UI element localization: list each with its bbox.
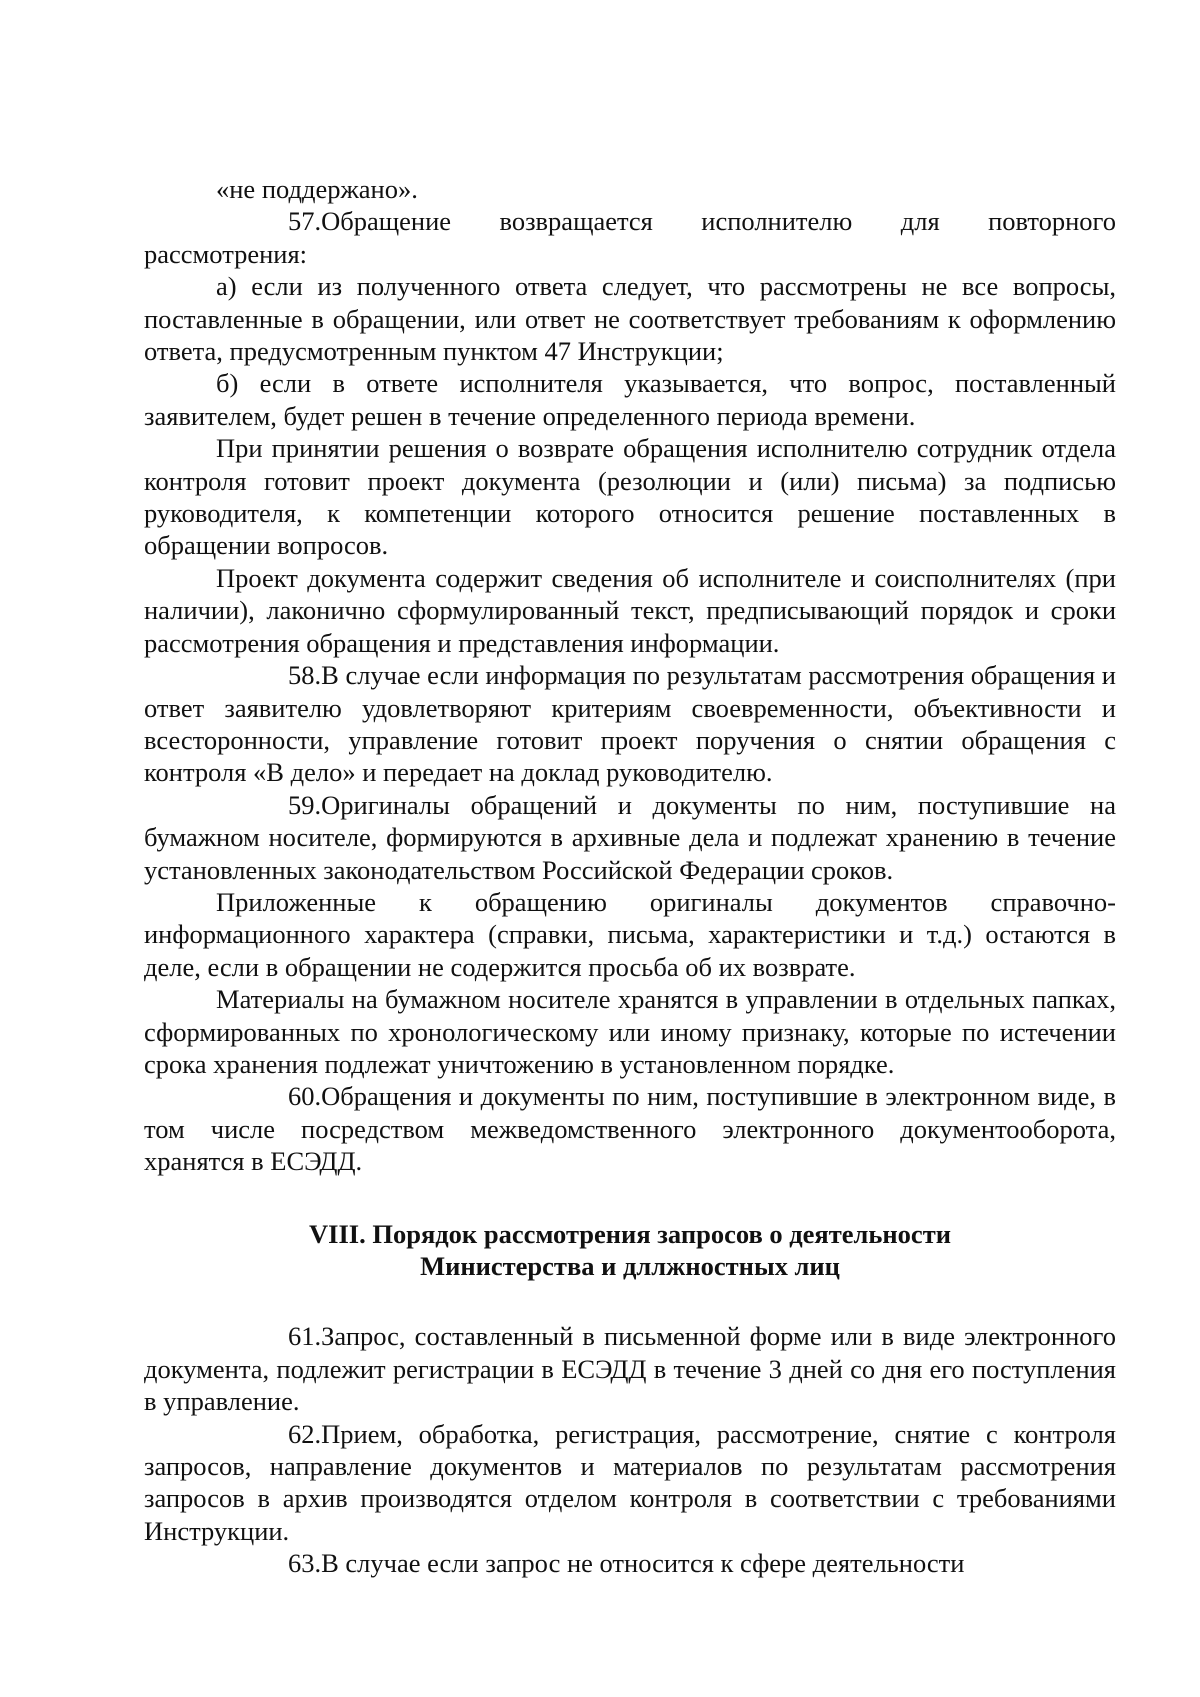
section-heading	[144, 1218, 1116, 1283]
paragraph-59-paper-materials: Материалы на бумажном носителе хранятся в управлении в отдельных папках, сформированных по хронологическому или иному признаку, которые по истечении срока хранения подлежат уничтожению в установленном порядке.	[144, 984, 1116, 1079]
paragraph-text: Обращение возвращается исполнителю для повторного рассмотрения:	[144, 206, 1116, 269]
paragraph-63	[144, 1547, 1116, 1579]
paragraph-number: 58.	[288, 660, 322, 691]
paragraph-number: 61.	[288, 1321, 322, 1352]
paragraph-text: Прием, обработка, регистрация, рассмотрение, снятие с контроля запросов, направление документов и материалов по результатам рассмотрения запросов в архив производятся отделом контроля в соответствии с требованиями Инструкции.	[144, 1418, 1116, 1546]
section-heading-line-1: VIII. Порядок рассмотрения запросов о деятельности	[309, 1218, 951, 1249]
document-page	[144, 173, 1116, 1580]
paragraph-57-draft-document: Проект документа содержит сведения об исполнителе и соисполнителях (при наличии), лаконично сформулированный текст, предписывающий порядок и сроки рассмотрения обращения и представления информации.	[144, 562, 1116, 658]
paragraph-continuation: «не поддержано».	[216, 174, 418, 204]
paragraph-text: Оригиналы обращений и документы по ним, поступившие на бумажном носителе, формируются в архивные дела и подлежат хранению в течение установленных законодательством Российской Федерации сроков.	[144, 789, 1116, 885]
paragraph-number: 63.	[288, 1548, 322, 1579]
paragraph-58	[144, 659, 1116, 789]
paragraph-60	[144, 1080, 1116, 1177]
paragraph-57-return-decision: При принятии решения о возврате обращения исполнителю сотрудник отдела контроля готовит проект документа (резолюции и (или) письма) за подписью руководителя, к компетенции которого относится решение поставленных в обращении вопросов.	[144, 433, 1116, 561]
paragraph-61	[144, 1320, 1116, 1417]
paragraph-57-b: б) если в ответе исполнителя указывается, что вопрос, поставленный заявителем, будет решен в течение определенного периода времени.	[144, 368, 1116, 431]
paragraph-62	[144, 1418, 1116, 1548]
paragraph-59-attachments: Приложенные к обращению оригиналы документов справочно-информационного характера (справки, письма, характеристики и т.д.) остаются в деле, если в обращении не содержится просьба об их возврате.	[144, 886, 1116, 982]
paragraph-59	[144, 789, 1116, 886]
paragraph-number: 60.	[288, 1081, 322, 1112]
paragraph-number: 59.	[288, 789, 322, 820]
section-heading-line-2: Министерства и дллжностных лиц	[420, 1251, 840, 1281]
paragraph-text: Запрос, составленный в письменной форме или в виде электронного документа, подлежит регистрации в ЕСЭДД в течение 3 дней со дня его поступления в управление.	[144, 1321, 1116, 1417]
paragraph-number: 57.	[288, 206, 322, 237]
paragraph-57	[144, 205, 1116, 270]
paragraph-text: Обращения и документы по ним, поступившие в электронном виде, в том числе посредством межведомственного электронного документооборота, хранятся в ЕСЭДД.	[144, 1081, 1116, 1177]
paragraph-text: В случае если информация по результатам рассмотрения обращения и ответ заявителю удовлетворяют критериям своевременности, объективности и всесторонности, управление готовит проект поручения о снятии обращения с контроля «В дело» и передает на доклад руководителю.	[144, 660, 1116, 788]
paragraph-57-a: а) если из полученного ответа следует, что рассмотрены не все вопросы, поставленные в обращении, или ответ не соответствует требованиям к оформлению ответа, предусмотренным пунктом 47 Инструкции;	[144, 271, 1116, 367]
paragraph-text: В случае если запрос не относится к сфере деятельности	[321, 1548, 965, 1579]
paragraph-number: 62.	[288, 1418, 322, 1449]
